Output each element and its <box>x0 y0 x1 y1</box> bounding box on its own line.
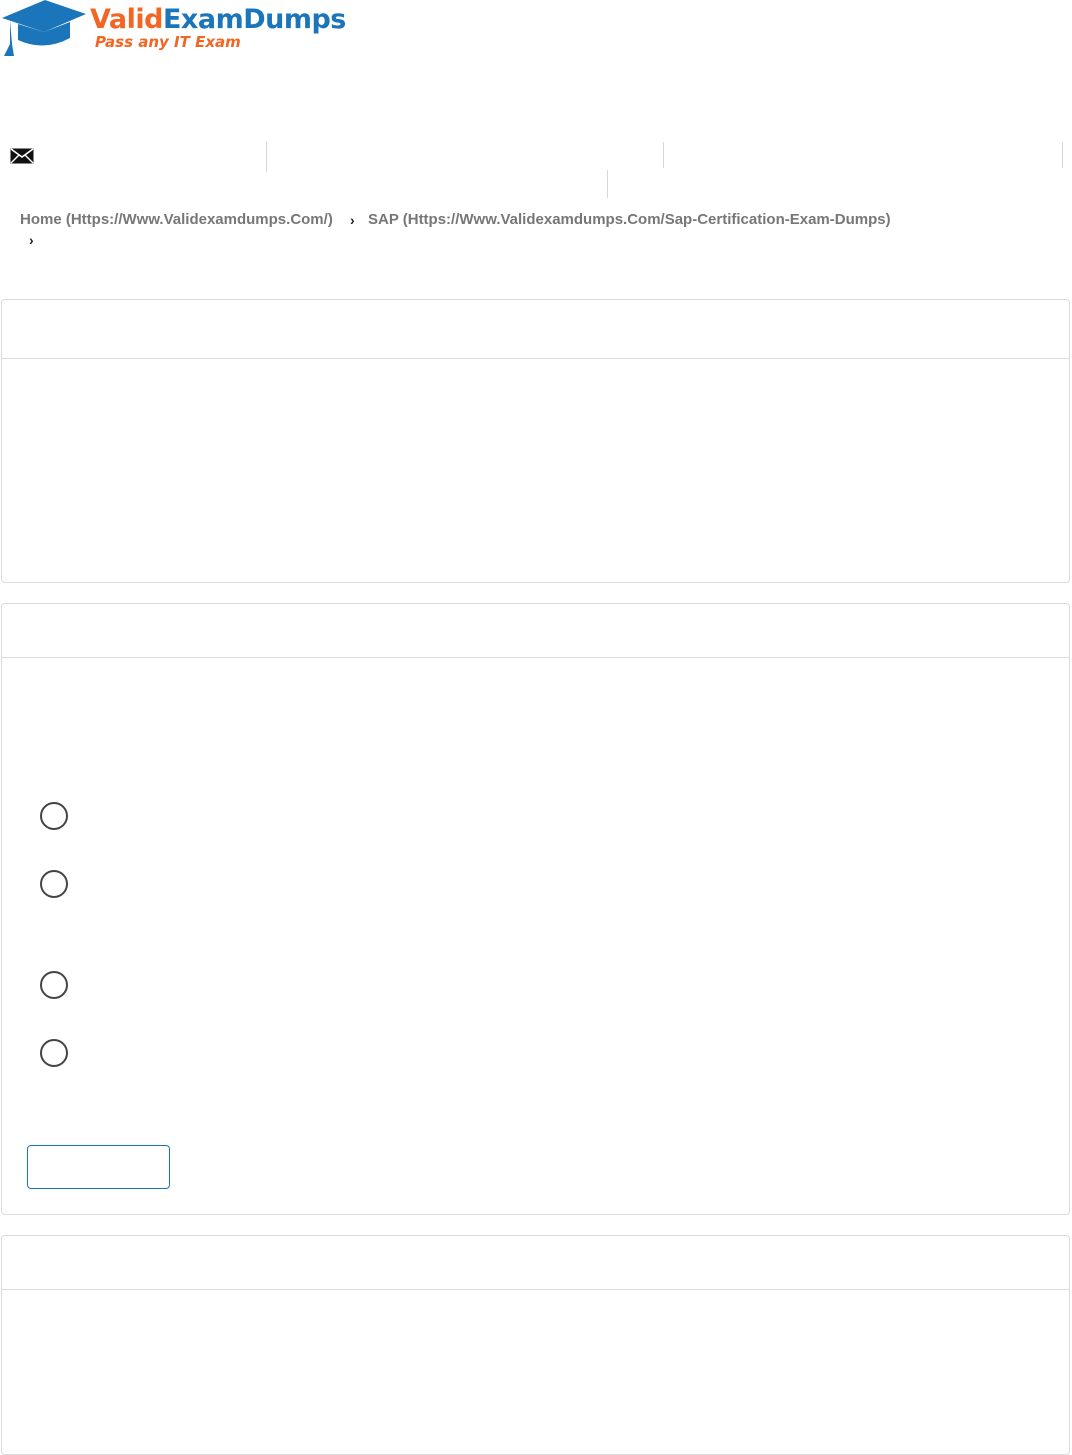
chevron-right-icon: › <box>29 232 34 248</box>
answer-option-radio-a[interactable] <box>40 802 68 830</box>
chevron-right-icon: › <box>350 212 355 228</box>
graduation-cap-icon <box>0 0 90 60</box>
site-logo[interactable] <box>0 0 346 60</box>
exam-info-card-header <box>2 300 1069 359</box>
question-card-header <box>2 604 1069 658</box>
logo-valid: Valid <box>90 4 163 35</box>
contact-divider <box>266 142 267 172</box>
next-section-card <box>1 1235 1070 1455</box>
contact-divider <box>607 170 608 198</box>
contact-bar <box>0 140 1072 200</box>
logo-examdumps: ExamDumps <box>162 4 346 35</box>
envelope-icon[interactable] <box>10 148 34 164</box>
breadcrumb-home[interactable]: Home (Https://Www.Validexamdumps.Com/) <box>20 211 333 228</box>
answer-option-radio-b[interactable] <box>40 870 68 898</box>
next-section-card-header <box>2 1236 1069 1290</box>
logo-tagline: Pass any IT Exam <box>95 33 241 51</box>
exam-info-card <box>1 299 1070 583</box>
contact-divider <box>1062 142 1063 168</box>
logo-wordmark <box>90 4 346 35</box>
submit-answer-button[interactable] <box>27 1145 170 1189</box>
question-card <box>1 603 1070 1215</box>
breadcrumb-vendor[interactable]: SAP (Https://Www.Validexamdumps.Com/Sap-Certification-Exam-Dumps) <box>368 211 891 228</box>
answer-option-radio-c[interactable] <box>40 971 68 999</box>
answer-option-radio-d[interactable] <box>40 1039 68 1067</box>
contact-divider <box>663 142 664 168</box>
